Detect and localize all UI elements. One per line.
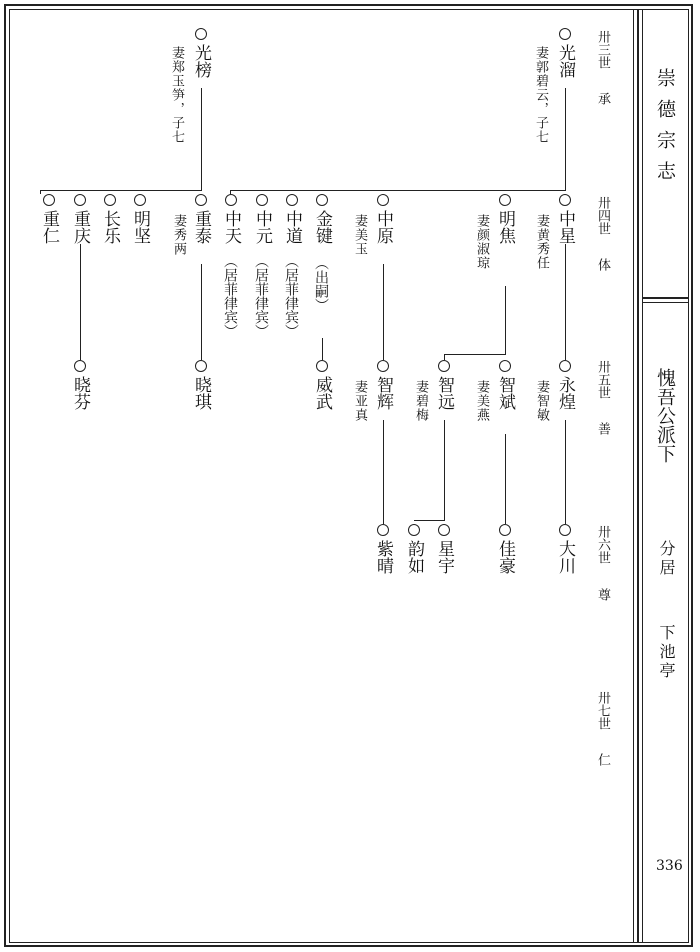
person-marker xyxy=(256,194,268,206)
generation-label: 卅四世 xyxy=(595,196,610,235)
person-name: 晓琪 xyxy=(191,376,211,410)
divider-line xyxy=(642,9,643,943)
spouse-note: 妻碧梅 xyxy=(413,380,428,422)
generation-char: 善 xyxy=(595,422,610,435)
person-marker xyxy=(559,194,571,206)
person-name: 光榜 xyxy=(191,44,211,78)
generation-label: 卅六世 xyxy=(595,525,610,564)
generation-label: 卅七世 xyxy=(595,691,610,730)
generation-char: 体 xyxy=(595,258,610,271)
spouse-note: 妻美燕 xyxy=(474,380,489,422)
person-marker xyxy=(195,28,207,40)
person-note: （居菲律宾） xyxy=(283,254,299,338)
divider-line xyxy=(637,9,639,943)
person-marker xyxy=(438,524,450,536)
person-marker xyxy=(43,194,55,206)
tree-line xyxy=(414,520,445,521)
person-marker xyxy=(316,360,328,372)
person-marker xyxy=(316,194,328,206)
person-name: 中元 xyxy=(252,210,272,244)
tree-line xyxy=(322,338,323,360)
tree-line xyxy=(40,190,41,194)
book-title: 崇德宗志 xyxy=(654,68,676,192)
person-name: 韵如 xyxy=(404,540,424,574)
person-name: 紫晴 xyxy=(373,540,393,574)
person-name: 晓芬 xyxy=(70,376,90,410)
tree-line xyxy=(230,190,566,191)
person-name: 智斌 xyxy=(495,376,515,410)
person-marker xyxy=(195,360,207,372)
tree-line xyxy=(201,88,202,190)
person-name: 智辉 xyxy=(373,376,393,410)
person-name: 星宇 xyxy=(434,540,454,574)
person-name: 光溜 xyxy=(555,44,575,78)
person-marker xyxy=(559,28,571,40)
tree-line xyxy=(565,88,566,190)
person-marker xyxy=(559,360,571,372)
person-note: （居菲律宾） xyxy=(253,254,269,338)
spouse-note: 妻智敏 xyxy=(534,380,549,422)
section-subtitle: 分居 xyxy=(657,540,676,578)
page-border-inner xyxy=(9,9,689,943)
person-name: 佳豪 xyxy=(495,540,515,574)
person-name: 明坚 xyxy=(130,210,150,244)
person-marker xyxy=(195,194,207,206)
person-name: 威武 xyxy=(312,376,332,410)
generation-char: 尊 xyxy=(595,588,610,601)
tree-line xyxy=(40,190,202,191)
section-subtitle: 下池亭 xyxy=(657,624,676,681)
person-name: 重庆 xyxy=(70,210,90,244)
person-marker xyxy=(408,524,420,536)
person-marker xyxy=(499,194,511,206)
generation-label: 卅五世 xyxy=(595,360,610,399)
person-marker xyxy=(438,360,450,372)
tree-line xyxy=(444,354,506,355)
person-note: （居菲律宾） xyxy=(222,254,238,338)
person-marker xyxy=(377,194,389,206)
person-marker xyxy=(74,194,86,206)
tree-line xyxy=(505,286,506,354)
page-number: 336 xyxy=(656,858,683,874)
divider-line xyxy=(643,297,689,299)
person-name: 智远 xyxy=(434,376,454,410)
person-marker xyxy=(559,524,571,536)
tree-line xyxy=(505,434,506,524)
person-name: 中天 xyxy=(221,210,241,244)
person-marker xyxy=(286,194,298,206)
tree-line xyxy=(444,420,445,520)
person-note: （出嗣） xyxy=(313,256,329,312)
person-name: 中原 xyxy=(373,210,393,244)
person-name: 重泰 xyxy=(191,210,211,244)
person-marker xyxy=(74,360,86,372)
spouse-note: 妻郑玉笋，子七 xyxy=(169,46,184,144)
spouse-note: 妻亚真 xyxy=(352,380,367,422)
person-marker xyxy=(104,194,116,206)
person-name: 金键 xyxy=(312,210,332,244)
person-marker xyxy=(377,360,389,372)
generation-char: 承 xyxy=(595,92,610,105)
person-marker xyxy=(134,194,146,206)
person-name: 重仁 xyxy=(39,210,59,244)
generation-label: 卅三世 xyxy=(595,30,610,69)
spouse-note: 妻颜淑琼 xyxy=(474,214,489,270)
spouse-note: 妻秀两 xyxy=(171,214,186,256)
spouse-note: 妻美玉 xyxy=(352,214,367,256)
tree-line xyxy=(201,264,202,360)
person-marker xyxy=(499,360,511,372)
person-name: 永煌 xyxy=(555,376,575,410)
tree-line xyxy=(565,420,566,524)
tree-line xyxy=(80,244,81,360)
divider-line xyxy=(633,9,634,943)
person-name: 中道 xyxy=(282,210,302,244)
tree-line xyxy=(383,264,384,360)
person-marker xyxy=(499,524,511,536)
spouse-note: 妻郭碧云，子七 xyxy=(533,46,548,144)
person-marker xyxy=(377,524,389,536)
divider-line xyxy=(643,302,689,303)
tree-line xyxy=(383,420,384,524)
person-marker xyxy=(225,194,237,206)
person-name: 长乐 xyxy=(100,210,120,244)
person-name: 大川 xyxy=(555,540,575,574)
tree-line xyxy=(565,244,566,360)
section-title: 愧吾公派下 xyxy=(654,368,676,463)
generation-char: 仁 xyxy=(595,753,610,766)
person-name: 明焦 xyxy=(495,210,515,244)
person-name: 中星 xyxy=(555,210,575,244)
spouse-note: 妻黄秀任 xyxy=(534,214,549,270)
